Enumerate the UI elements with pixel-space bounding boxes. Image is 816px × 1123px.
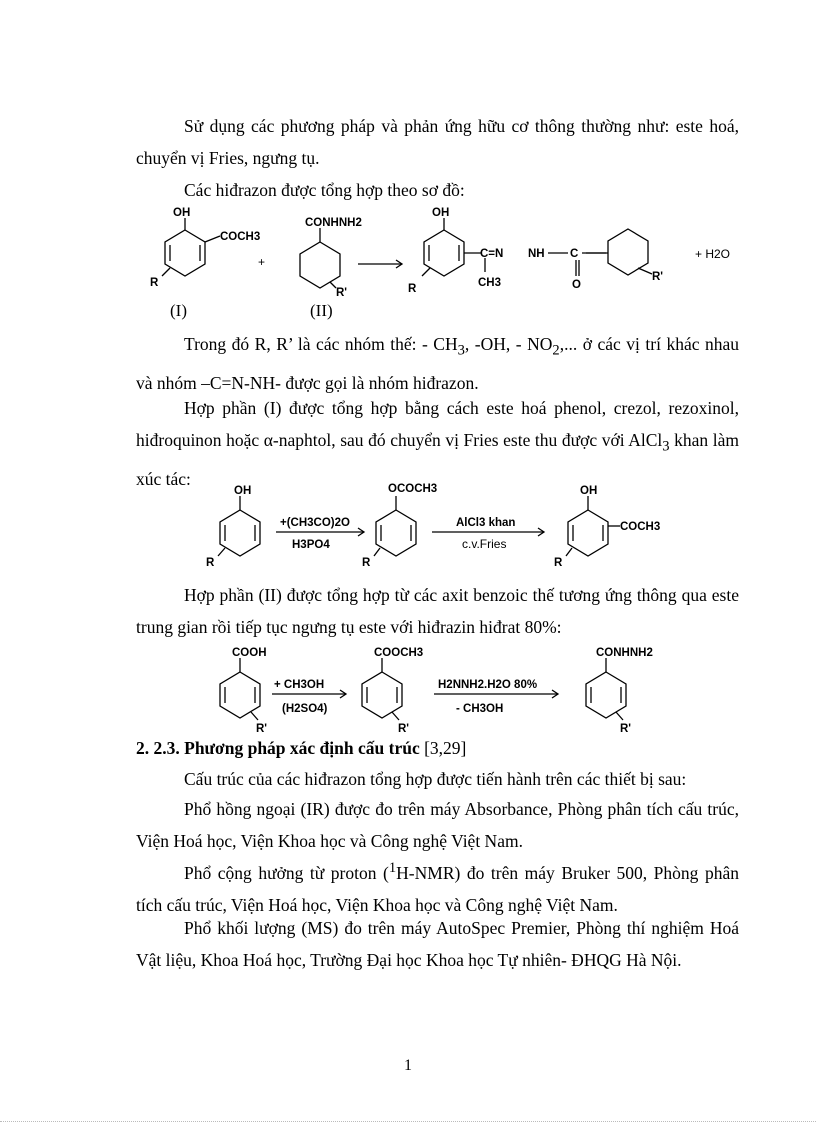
compound-label-ii: (II) <box>310 301 333 320</box>
scheme3-hydrazine-bottom: - CH3OH <box>456 703 504 715</box>
ring-hydrazide <box>586 672 626 718</box>
ring-phenol <box>220 510 260 556</box>
scheme-hydrazone-svg <box>140 200 760 300</box>
label-r-product: R <box>408 283 417 295</box>
scheme3-r: R' <box>256 723 268 735</box>
scheme2-oh-product: OH <box>580 485 598 497</box>
paragraph-ir: Phổ hồng ngoại (IR) được đo trên máy Absorbance, Phòng phân tích cấu trúc, Viện Hoá học, Viện Khoa học và Công nghệ Việt Nam. <box>136 799 739 851</box>
label-nh: NH <box>528 248 545 260</box>
scheme3-r3: R' <box>620 723 632 735</box>
paragraph-methods: Sử dụng các phương pháp và phản ứng hữu cơ thông thường như: este hoá, chuyển vị Fries, ngưng tụ. <box>136 116 739 168</box>
compound-label-i: (I) <box>170 301 187 320</box>
ring-ester <box>376 510 416 556</box>
label-r: R <box>150 277 159 289</box>
para4-sub: 3 <box>662 438 670 455</box>
label-c: C <box>570 248 579 260</box>
para3-text-c: ,... ở các vị trí khác nhau và nhóm –C=N-NH- được gọi là nhóm hiđrazon. <box>136 334 740 393</box>
scheme3-conhnh2: CONHNH2 <box>596 647 653 659</box>
scheme2-r: R <box>206 557 215 569</box>
ring-acid <box>220 672 260 718</box>
scheme3-reagent-bottom: (H2SO4) <box>282 703 328 715</box>
scheme2-r3: R <box>554 557 563 569</box>
scheme2-reagent-top: +(CH3CO)2O <box>280 517 350 529</box>
scheme2-catalyst-bottom: c.v.Fries <box>462 537 507 551</box>
label-conhnh2: CONHNH2 <box>305 217 362 229</box>
scheme2-coch3: COCH3 <box>620 521 661 533</box>
label-c-eq-n: C=N <box>480 248 504 260</box>
para3-text-a: Trong đó R, R’ là các nhóm thế: - CH <box>184 334 458 354</box>
paragraph-ms: Phổ khối lượng (MS) đo trên máy AutoSpec Premier, Phòng thí nghiệm Hoá Vật liệu, Khoa Hoá học, Trường Đại học Khoa học Tự nhiên- ĐHQG Hà Nội. <box>136 918 739 970</box>
label-r-prime-product: R' <box>652 271 664 283</box>
para3-text-b: , -OH, - NO <box>464 334 553 354</box>
para8-sup: 1 <box>388 860 397 876</box>
ring-methyl-ester <box>362 672 402 718</box>
label-r-prime: R' <box>336 287 348 299</box>
para8-text-b: H-NMR) đo trên máy Bruker 500, Phòng phân tích cấu trúc, Viện Hoá học, Viện Khoa học và Công nghệ Việt Nam. <box>136 862 739 915</box>
scheme2-reagent-bottom: H3PO4 <box>292 539 330 551</box>
page-number: 1 <box>404 1057 412 1074</box>
label-plus-water: + H2O <box>695 247 731 261</box>
benzene-ring-product <box>424 230 464 276</box>
scheme2-catalyst-top: AlCl3 khan <box>456 517 516 529</box>
paragraph-component-ii: Hợp phần (II) được tổng hợp từ các axit benzoic thế tương ứng thông qua este trung gian rồi tiếp tục ngưng tụ este với hiđrazin hiđrat 80%: <box>136 585 739 637</box>
label-o: O <box>572 279 581 291</box>
para8-text-a: Phổ cộng hưởng từ proton ( <box>184 862 389 883</box>
ring-product <box>568 510 608 556</box>
scheme-hydrazide-svg <box>206 642 686 738</box>
paragraph-scheme-intro: Các hiđrazon được tổng hợp theo sơ đồ: <box>184 180 465 200</box>
scheme2-r2: R <box>362 557 371 569</box>
reaction-scheme-fries <box>200 480 720 580</box>
para4-text-b: khan làm xúc tác: <box>136 430 739 489</box>
scheme3-hydrazine-top: H2NNH2.H2O 80% <box>438 679 538 691</box>
reaction-scheme-hydrazone <box>140 200 760 300</box>
label-oh-product: OH <box>432 207 450 219</box>
scheme2-ococh3: OCOCH3 <box>388 483 438 495</box>
section-heading-ref: [3,29] <box>419 738 467 758</box>
label-coch3: COCH3 <box>220 231 261 243</box>
scheme3-cooch3: COOCH3 <box>374 647 424 659</box>
paragraph-substituents <box>136 328 739 399</box>
section-heading-title: 2. 2.3. Phương pháp xác định cấu trúc <box>136 738 420 758</box>
label-ch3: CH3 <box>478 277 502 289</box>
plus-sign: + <box>258 255 266 269</box>
section-heading <box>136 738 466 759</box>
paragraph-structure-intro: Cấu trúc của các hiđrazon tổng hợp được tiến hành trên các thiết bị sau: <box>184 769 687 789</box>
paragraph-nmr <box>136 852 739 921</box>
para3-sub-3: 3 <box>457 342 465 359</box>
reaction-scheme-hydrazide <box>206 642 686 738</box>
para4-text-a: Hợp phần (I) được tổng hợp bằng cách este hoá phenol, crezol, rezoxinol, hiđroquinon hoặc α-naphtol, sau đó chuyển vị Fries este thu được với AlCl <box>136 398 739 450</box>
scheme3-r2: R' <box>398 723 410 735</box>
benzene-ring-ii <box>300 242 340 288</box>
scheme3-reagent-top: + CH3OH <box>274 679 325 691</box>
benzene-ring-product-2 <box>608 229 648 275</box>
scheme2-oh: OH <box>234 485 252 497</box>
page-bottom-border <box>0 1121 816 1122</box>
label-oh: OH <box>173 207 191 219</box>
scheme-fries-svg <box>200 480 720 580</box>
benzene-ring-i <box>165 230 205 276</box>
para3-sub-2: 2 <box>552 342 560 359</box>
scheme3-cooh: COOH <box>232 647 267 659</box>
